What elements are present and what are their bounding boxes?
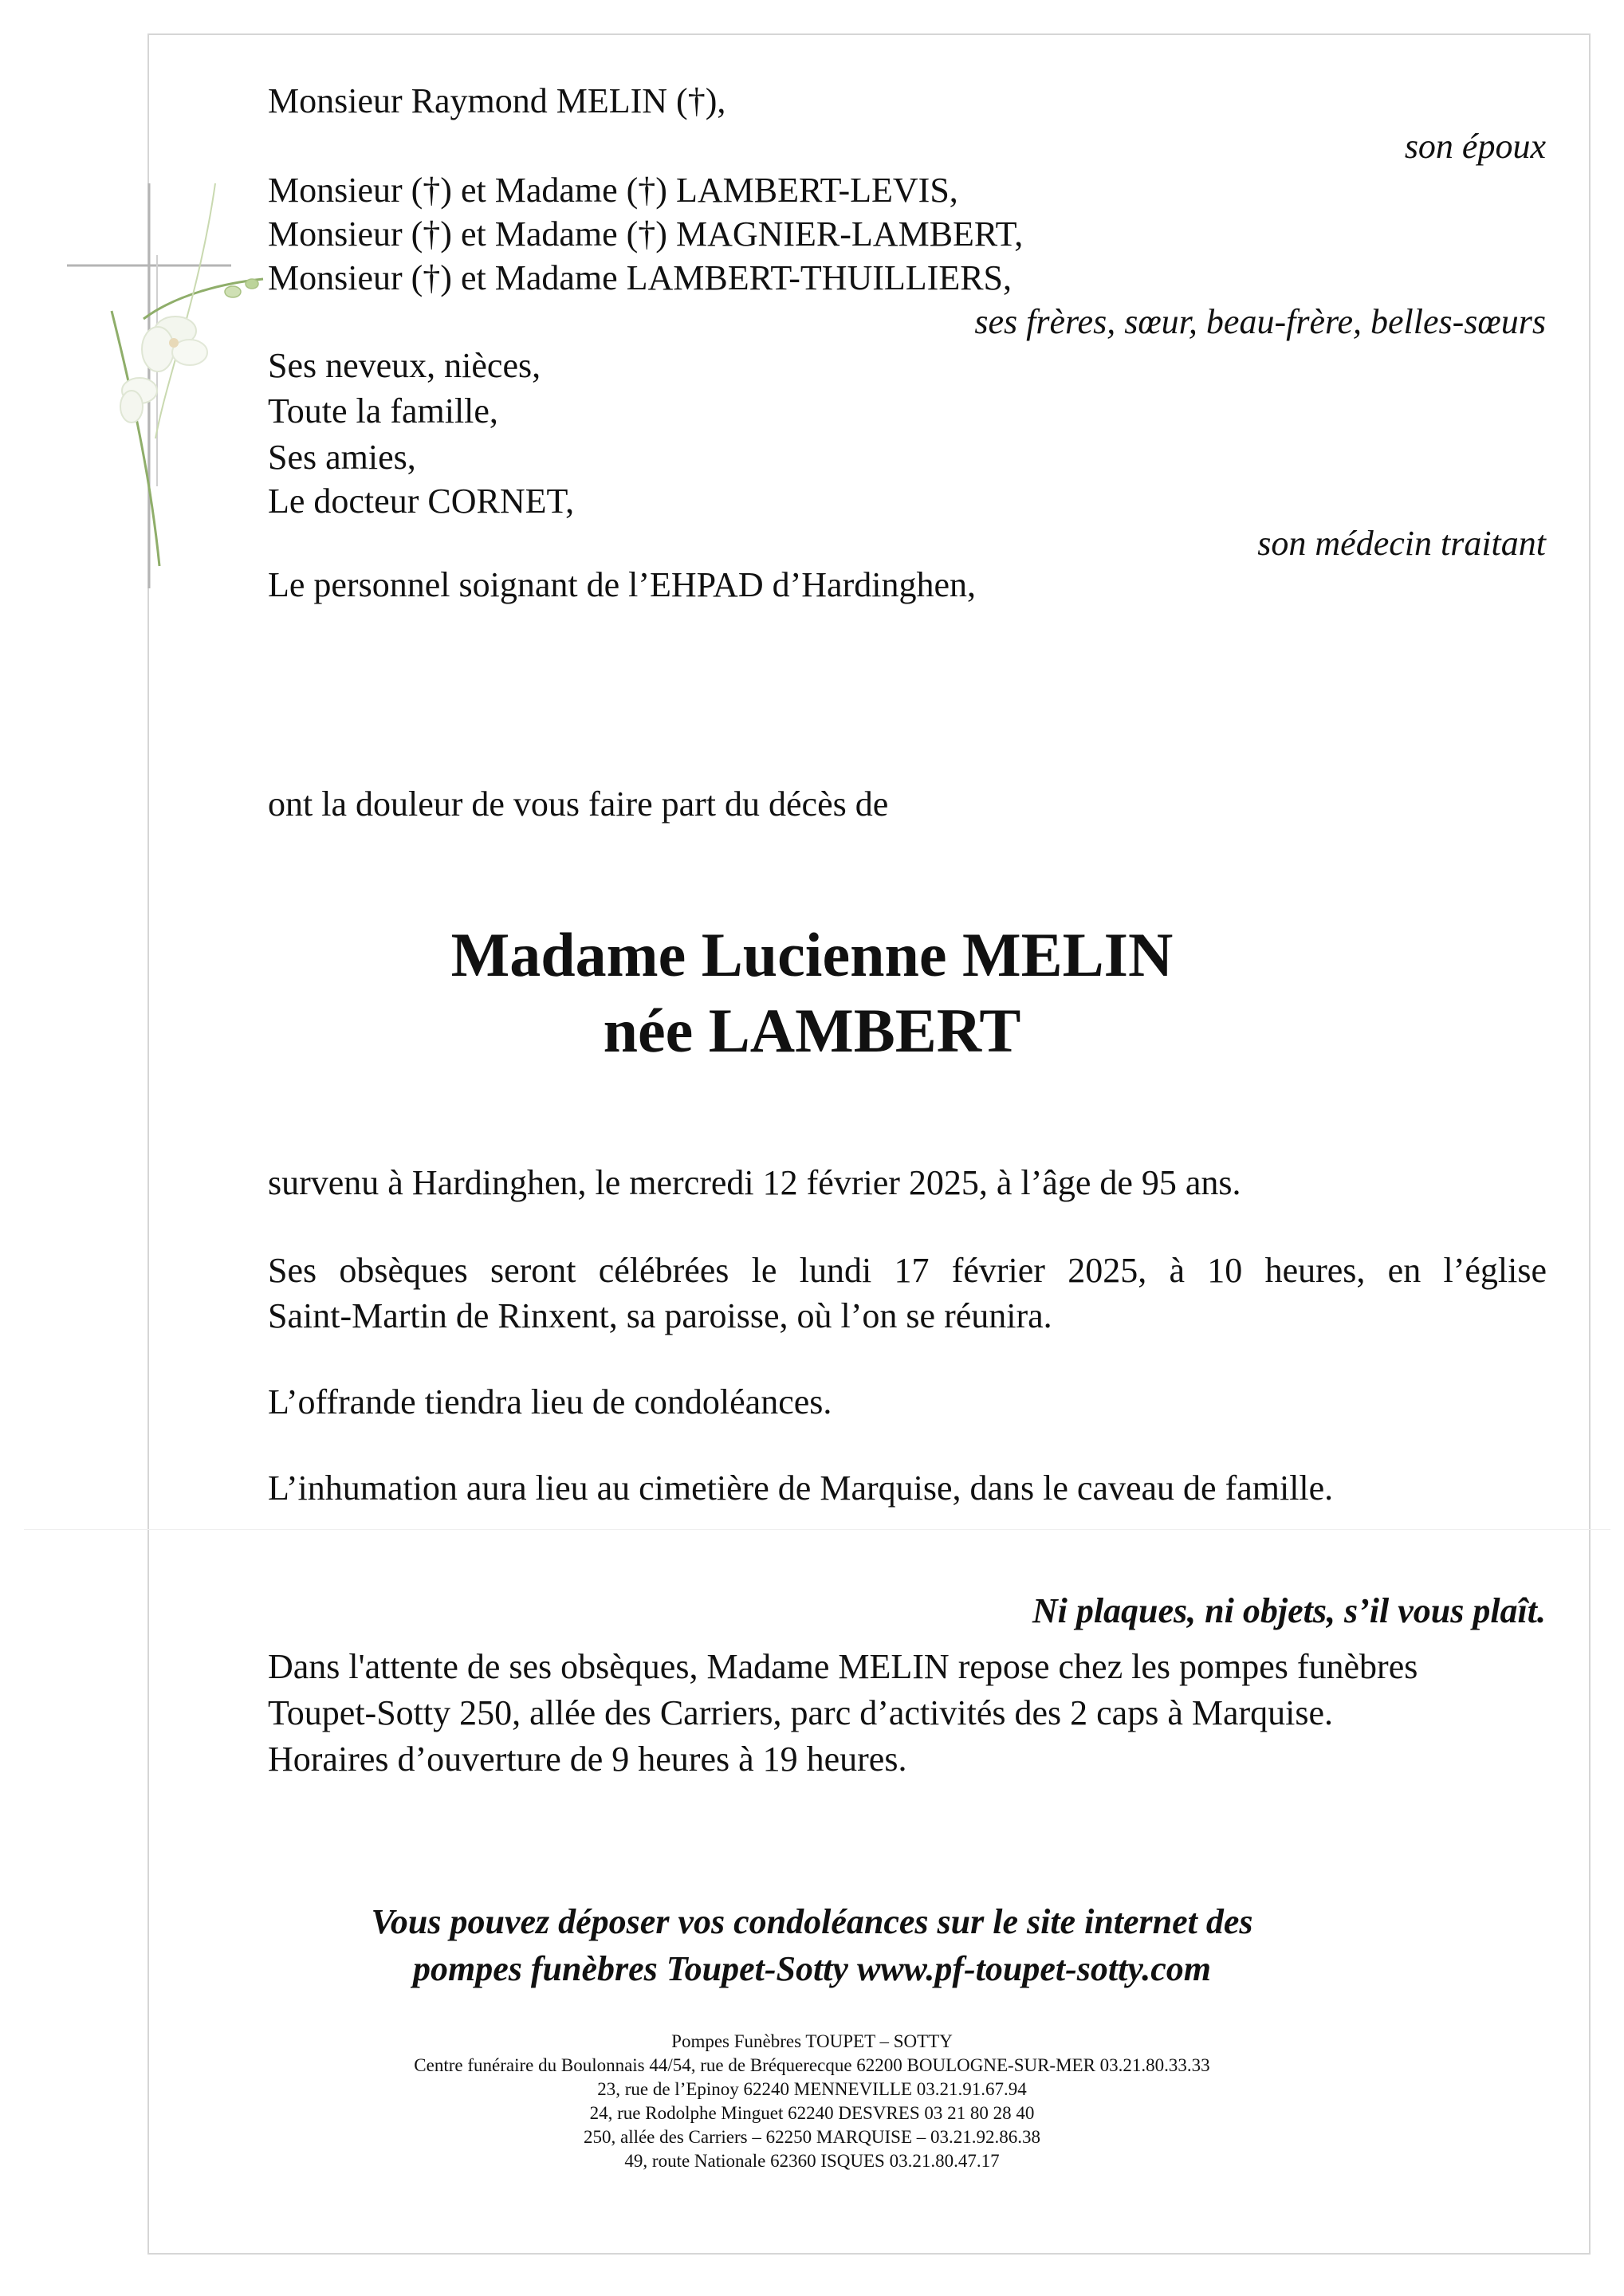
sibling-line: Monsieur (†) et Madame (†) MAGNIER-LAMBERT, — [268, 214, 1024, 254]
burial-details: L’inhumation aura lieu au cimetière de Marquise, dans le caveau de famille. — [268, 1468, 1334, 1508]
sibling-line: Monsieur (†) et Madame LAMBERT-THUILLIERS, — [268, 258, 1013, 297]
relative-line: Ses amies, — [268, 438, 416, 477]
footer-address: 23, rue de l’Epinoy 62240 MENNEVILLE 03.21.91.67.94 — [597, 2079, 1027, 2099]
repose-line: Dans l'attente de ses obsèques, Madame MELIN repose chez les pompes funèbres — [268, 1647, 1418, 1686]
footer-address: 250, allée des Carriers – 62250 MARQUISE – 03.21.92.86.38 — [583, 2127, 1040, 2147]
footer-company: Pompes Funèbres TOUPET – SOTTY — [671, 2031, 953, 2051]
footer-address: 49, route Nationale 62360 ISQUES 03.21.80.47.17 — [624, 2151, 1000, 2171]
condolence-website-line2: pompes funèbres Toupet-Sotty www.pf-toupet-sotty.com — [413, 1949, 1211, 1988]
sibling-line: Monsieur (†) et Madame (†) LAMBERT-LEVIS, — [268, 171, 958, 210]
announcement-intro: ont la douleur de vous faire part du décès de — [268, 784, 889, 824]
spouse-role: son époux — [1404, 127, 1546, 166]
doctor-role: son médecin traitant — [1257, 524, 1546, 563]
relative-line: Ses neveux, nièces, — [268, 346, 541, 385]
condolence-website-line1: Vous pouvez déposer vos condoléances sur le site internet des — [371, 1902, 1253, 1941]
staff-line: Le personnel soignant de l’EHPAD d’Hardinghen, — [268, 565, 976, 604]
no-flowers-notice: Ni plaques, ni objets, s’il vous plaît. — [1032, 1591, 1546, 1630]
repose-line: Toupet-Sotty 250, allée des Carriers, parc d’activités des 2 caps à Marquise. — [268, 1693, 1334, 1732]
relative-line: Toute la famille, — [268, 391, 498, 431]
offering-note: L’offrande tiendra lieu de condoléances. — [268, 1382, 832, 1421]
footer-address: 24, rue Rodolphe Minguet 62240 DESVRES 03 21 80 28 40 — [589, 2103, 1035, 2123]
orchid-icon — [112, 183, 263, 566]
deceased-name: Madame Lucienne MELIN — [450, 920, 1174, 989]
cross-orchid-decoration — [64, 151, 287, 598]
funeral-details-line1: Ses obsèques seront célébrées le lundi 17 février 2025, à 10 heures, en l’église — [268, 1251, 1547, 1290]
fold-line — [24, 1529, 1610, 1530]
relative-line: Le docteur CORNET, — [268, 482, 575, 521]
repose-line: Horaires d’ouverture de 9 heures à 19 heures. — [268, 1740, 907, 1779]
funeral-details-line2: Saint-Martin de Rinxent, sa paroisse, où l’on se réunira. — [268, 1296, 1052, 1335]
siblings-role: ses frères, sœur, beau-frère, belles-sœurs — [974, 302, 1546, 341]
death-details: survenu à Hardinghen, le mercredi 12 février 2025, à l’âge de 95 ans. — [268, 1163, 1241, 1202]
footer-address: Centre funéraire du Boulonnais 44/54, rue de Bréquerecque 62200 BOULOGNE-SUR-MER 03.21.80.33.33 — [414, 2055, 1210, 2075]
spouse-line: Monsieur Raymond MELIN (†), — [268, 81, 726, 120]
deceased-maiden-name: née LAMBERT — [603, 996, 1021, 1065]
